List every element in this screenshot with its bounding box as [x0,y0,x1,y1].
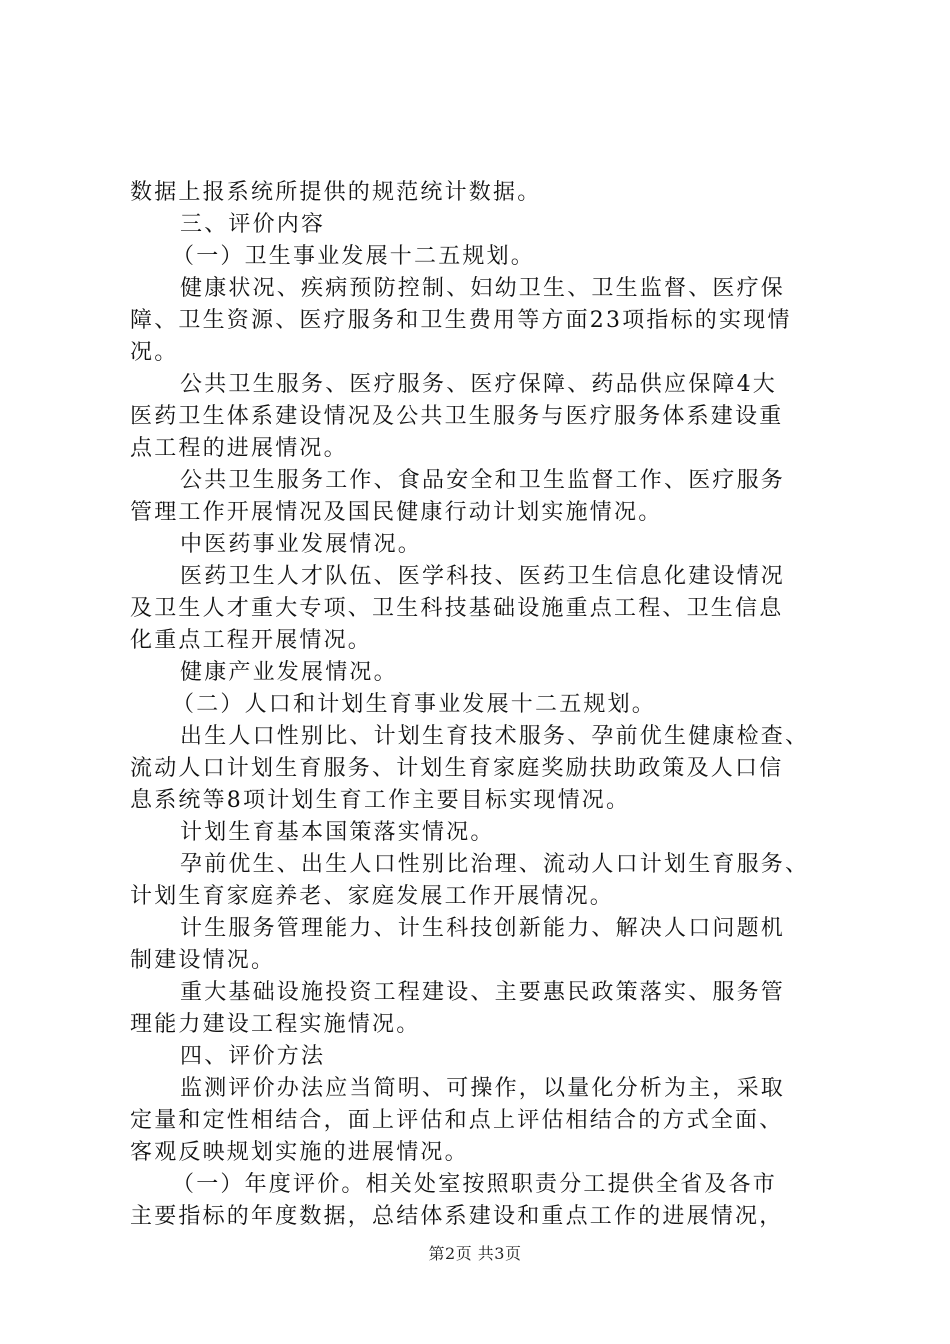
paragraph-line: 息系统等8项计划生育工作主要目标实现情况。 [130,788,631,813]
paragraph-line: 医药卫生体系建设情况及公共卫生服务与医疗服务体系建设重 [130,404,784,429]
section-heading: 四、评价方法 [180,1044,326,1069]
paragraph-line: 计划生育家庭养老、家庭发展工作开展情况。 [130,884,615,909]
subsection-heading: （一）卫生事业发展十二五规划。 [172,244,536,269]
paragraph-line: 公共卫生服务工作、食品安全和卫生监督工作、医疗服务 [180,468,786,493]
paragraph-line: 点工程的进展情况。 [130,436,348,461]
paragraph-line: 及卫生人才重大专项、卫生科技基础设施重点工程、卫生信息 [130,596,784,621]
paragraph-line: 健康状况、疾病预防控制、妇幼卫生、卫生监督、医疗保 [180,276,786,301]
paragraph-line: 定量和定性相结合，面上评估和点上评估相结合的方式全面、 [130,1108,784,1133]
paragraph-line: 理能力建设工程实施情况。 [130,1012,421,1037]
page-number-footer: 第2页 共3页 [428,1244,522,1263]
paragraph-line: 健康产业发展情况。 [180,660,398,685]
paragraph-line: 数据上报系统所提供的规范统计数据。 [130,180,542,205]
paragraph-line: 孕前优生、出生人口性别比治理、流动人口计划生育服务、 [180,852,810,877]
paragraph-line: 公共卫生服务、医疗服务、医疗保障、药品供应保障4大 [180,372,777,397]
paragraph-line: 障、卫生资源、医疗服务和卫生费用等方面23项指标的实现情 [130,308,792,333]
section-heading: 三、评价内容 [180,212,326,237]
paragraph-line: 中医药事业发展情况。 [180,532,423,557]
paragraph-line: 制建设情况。 [130,948,276,973]
paragraph-line: 医药卫生人才队伍、医学科技、医药卫生信息化建设情况 [180,564,786,589]
paragraph-line: 主要指标的年度数据，总结体系建设和重点工作的进展情况， [130,1204,784,1229]
paragraph-line: 化重点工程开展情况。 [130,628,373,653]
paragraph-line: 出生人口性别比、计划生育技术服务、孕前优生健康检查、 [180,724,810,749]
paragraph-line: 计划生育基本国策落实情况。 [180,820,495,845]
subsection-heading: （二）人口和计划生育事业发展十二五规划。 [172,692,657,717]
paragraph-line: （一）年度评价。相关处室按照职责分工提供全省及各市 [172,1172,778,1197]
paragraph-line: 客观反映规划实施的进展情况。 [130,1140,469,1165]
paragraph-line: 计生服务管理能力、计生科技创新能力、解决人口问题机 [180,916,786,941]
paragraph-line: 管理工作开展情况及国民健康行动计划实施情况。 [130,500,663,525]
paragraph-line: 监测评价办法应当简明、可操作，以量化分析为主，采取 [180,1076,786,1101]
paragraph-line: 流动人口计划生育服务、计划生育家庭奖励扶助政策及人口信 [130,756,784,781]
paragraph-line: 重大基础设施投资工程建设、主要惠民政策落实、服务管 [180,980,786,1005]
paragraph-line: 况。 [130,340,179,365]
